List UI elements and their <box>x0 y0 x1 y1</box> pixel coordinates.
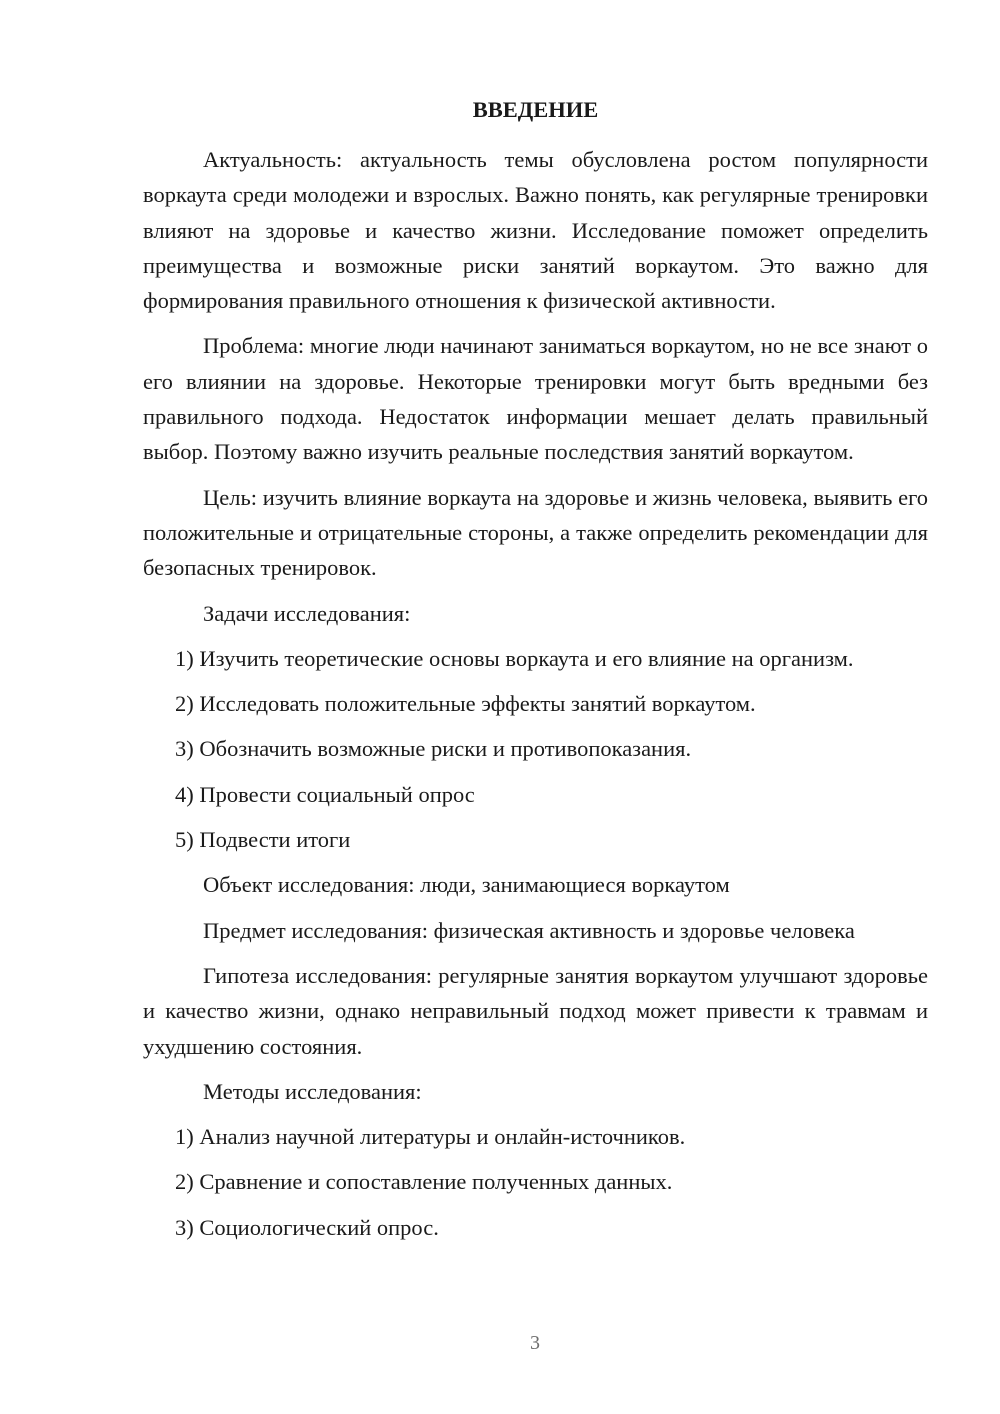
task-item: 1) Изучить теоретические основы воркаута и его влияние на организм. <box>175 645 854 671</box>
method-item: 1) Анализ научной литературы и онлайн-источников. <box>175 1124 686 1150</box>
task-item: 4) Провести социальный опрос <box>175 781 475 807</box>
relevance-paragraph: Актуальность: актуальность темы обусловлена ростом популярности воркаута среди молодежи и взрослых. Важно понять, как регулярные тренировки влияют на здоровье и качество жизни. Исследование поможет определить преимущества и возможные риски занятий воркаутом. Это важно для формирования правильного отношения к физической активности. <box>143 147 928 314</box>
page-number: 3 <box>530 1332 540 1354</box>
document-page <box>143 92 928 1255</box>
method-item: 2) Сравнение и сопоставление полученных данных. <box>175 1169 673 1195</box>
task-item: 3) Обозначить возможные риски и противопоказания. <box>175 736 692 762</box>
hypothesis-paragraph: Гипотеза исследования: регулярные занятия воркаутом улучшают здоровье и качество жизни, однако неправильный подход может привести к травмам и ухудшению состояния. <box>143 962 928 1059</box>
methods-heading: Методы исследования: <box>203 1078 422 1104</box>
section-title: ВВЕДЕНИЕ <box>472 97 599 122</box>
task-item: 2) Исследовать положительные эффекты занятий воркаутом. <box>175 691 756 717</box>
method-item: 3) Социологический опрос. <box>175 1214 439 1240</box>
task-item: 5) Подвести итоги <box>175 827 351 853</box>
goal-paragraph: Цель: изучить влияние воркаута на здоровье и жизнь человека, выявить его положительные и отрицательные стороны, а также определить рекомендации для безопасных тренировок. <box>143 484 928 581</box>
research-object: Объект исследования: люди, занимающиеся воркаутом <box>203 872 730 898</box>
research-subject: Предмет исследования: физическая активность и здоровье человека <box>203 917 855 943</box>
problem-paragraph: Проблема: многие люди начинают заниматься воркаутом, но не все знают о его влиянии на здоровье. Некоторые тренировки могут быть вредными без правильного подхода. Недостаток информации мешает делать правильный выбор. Поэтому важно изучить реальные последствия занятий воркаутом. <box>143 333 928 465</box>
tasks-heading: Задачи исследования: <box>203 600 411 626</box>
